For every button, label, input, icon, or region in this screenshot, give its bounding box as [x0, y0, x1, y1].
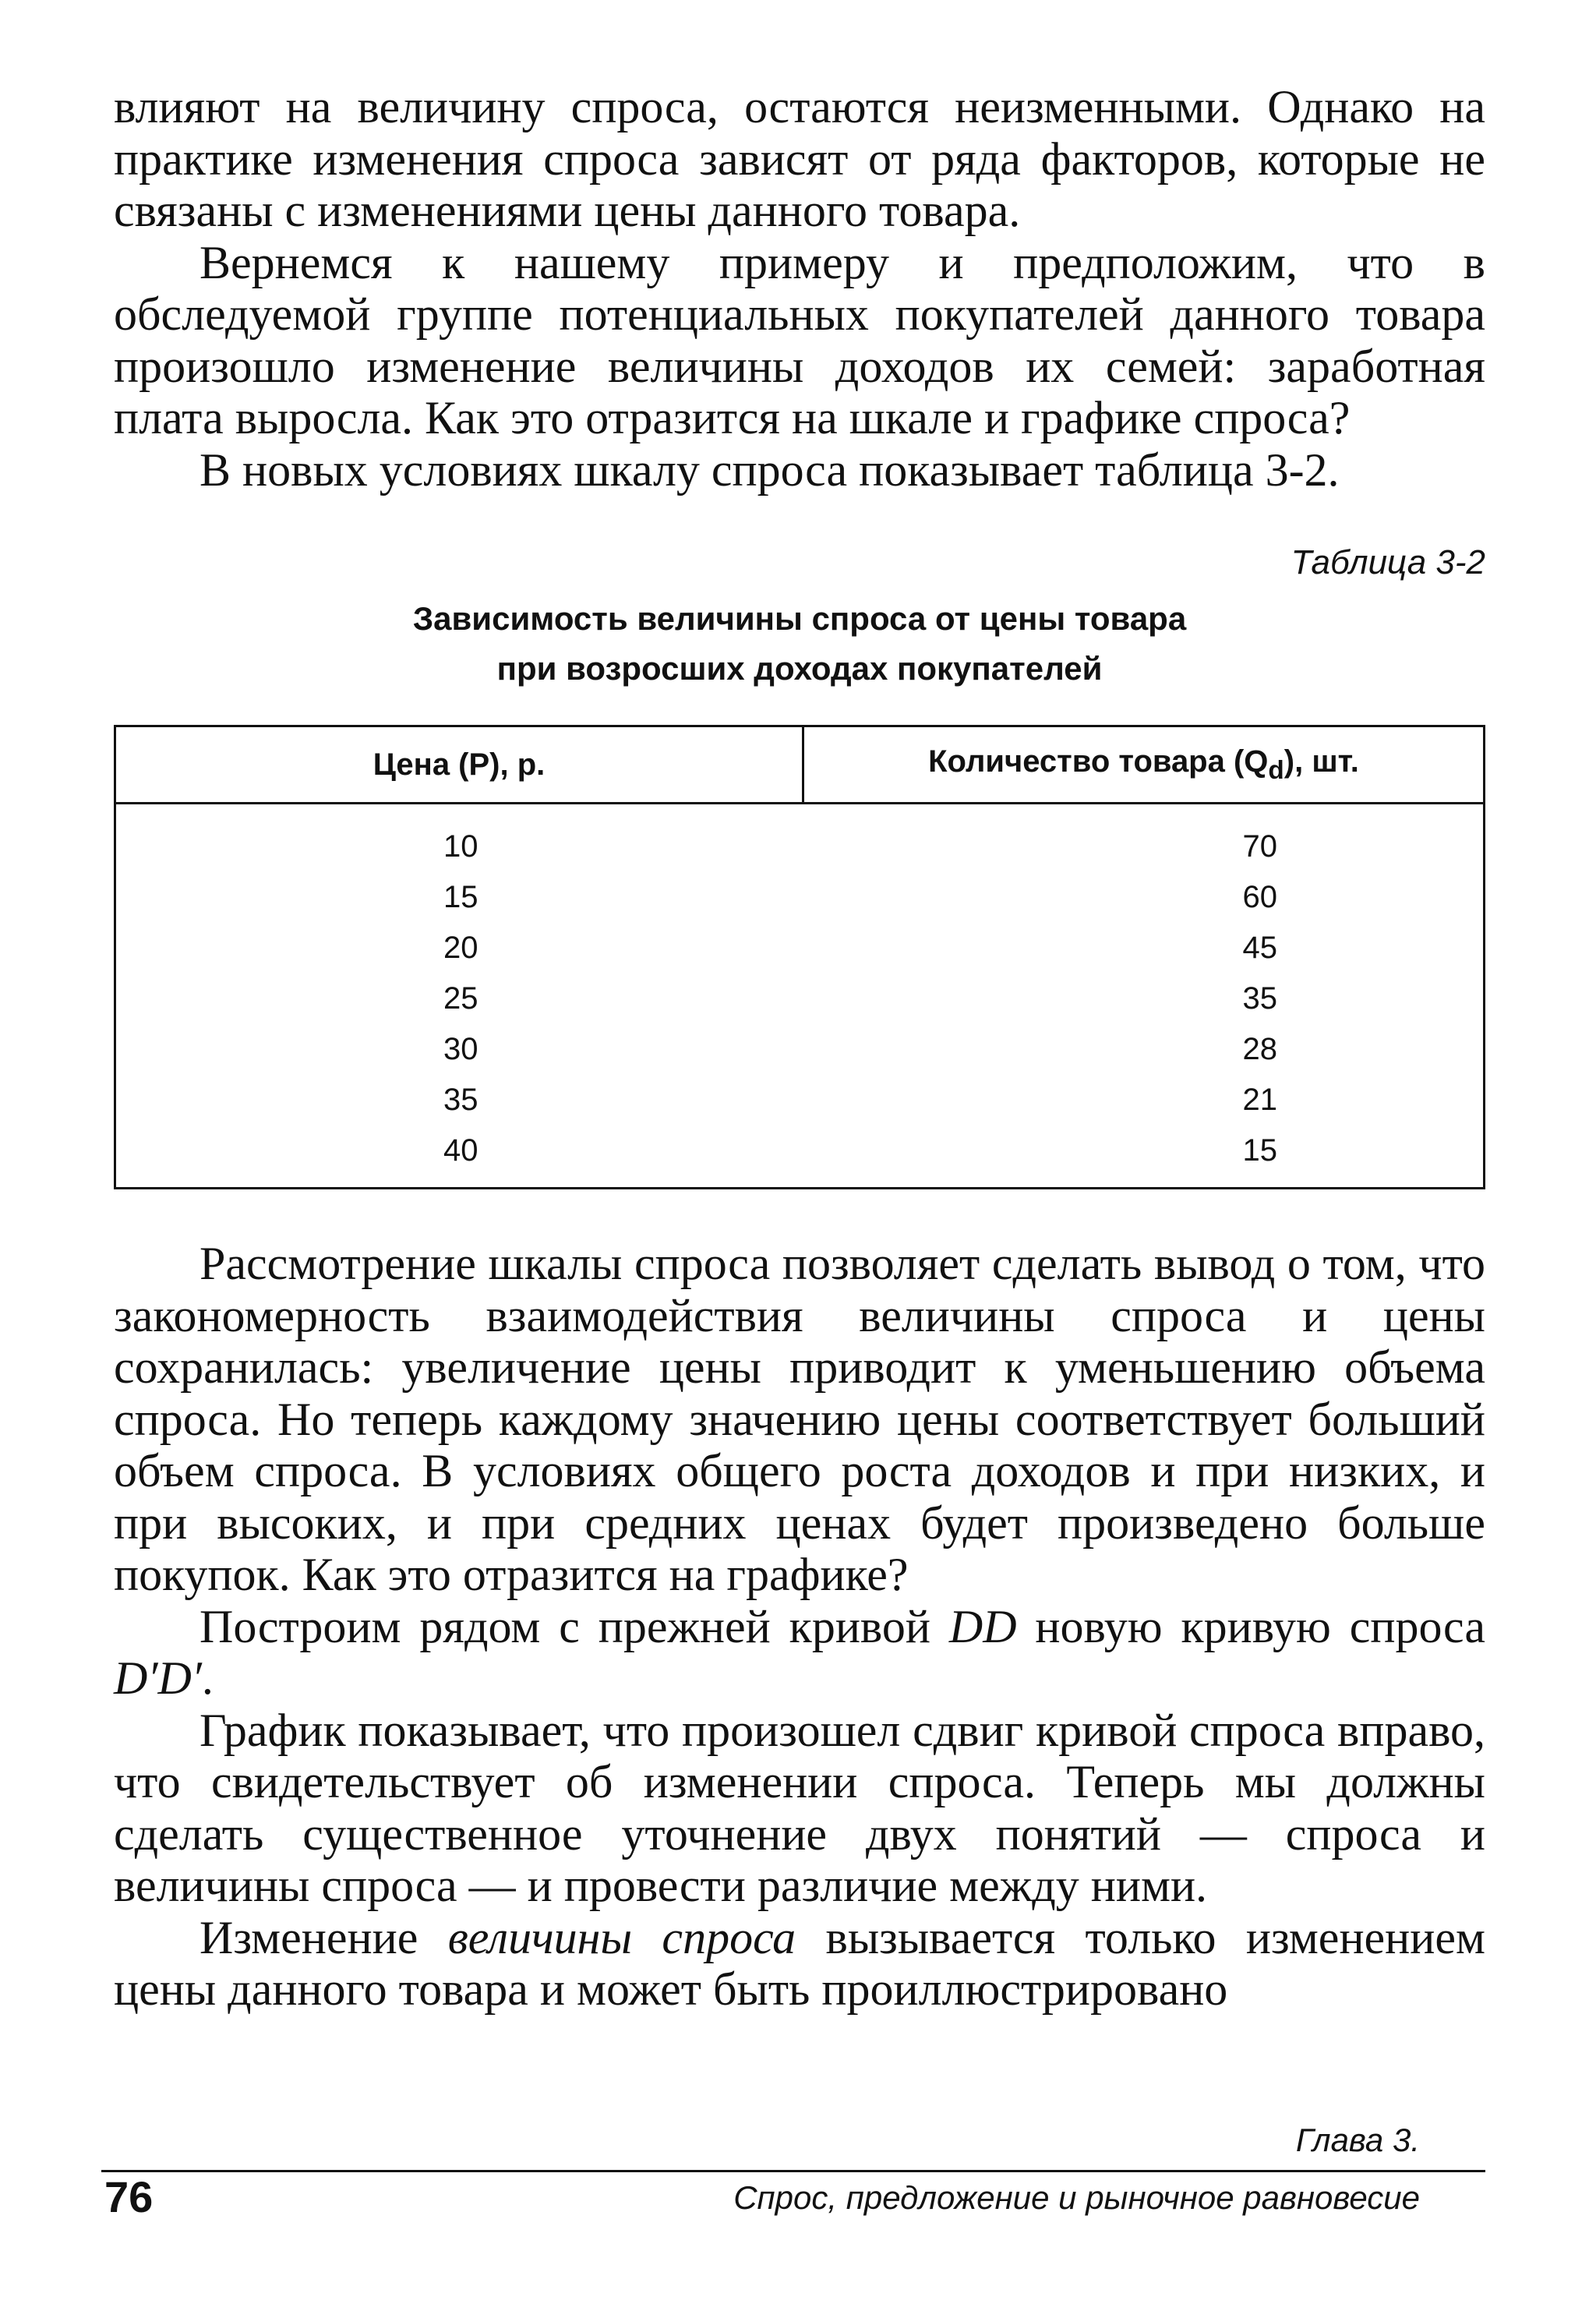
header-quantity — [803, 726, 1485, 804]
footer-rule — [101, 2170, 1485, 2172]
table-row — [115, 872, 1485, 923]
paragraph: Рассмотрение шкалы спроса позволяет сделать вывод о том, что закономерность взаимодействия величины спроса и цены сохранилась: увеличение цены приводит к уменьшению объема спроса. Но теперь каждому значению цены соответствует больший объем спроса. В условиях общего роста доходов и при низких, и при высоких, и при средних ценах будет произведено больше покупок. Как это отразится на графике? — [114, 1238, 1485, 1600]
paragraph-text: новую кривую спроса — [1016, 1600, 1486, 1652]
header-price: Цена (P), р. — [115, 726, 803, 804]
price-cell: 30 — [443, 1032, 478, 1066]
price-cell: 25 — [443, 981, 478, 1016]
table-row — [115, 1024, 1485, 1075]
table-row — [115, 923, 1485, 973]
quantity-cell: 60 — [1242, 880, 1277, 914]
table-title-line: Зависимость величины спроса от цены товара — [412, 600, 1187, 637]
table-row — [115, 973, 1485, 1024]
header-quantity-text: Количество товара (Q — [928, 744, 1269, 779]
paragraph-text: Изменение — [200, 1911, 448, 1963]
page-number: 76 — [104, 2172, 154, 2221]
demand-table — [114, 725, 1485, 1189]
quantity-cell: 21 — [1242, 1083, 1277, 1117]
price-cell: 40 — [443, 1133, 478, 1168]
paragraph-text: . — [201, 1652, 214, 1704]
paragraph-text: Построим рядом с прежней кривой — [200, 1600, 949, 1652]
curve-d-prime: D′D′ — [114, 1652, 202, 1704]
paragraph — [114, 1912, 1485, 2016]
price-cell: 15 — [443, 880, 478, 914]
text-after-table — [114, 1238, 1485, 2016]
quantity-cell: 45 — [1242, 931, 1277, 965]
price-cell: 35 — [443, 1083, 478, 1117]
table-title-line: при возросших доходах покупателей — [496, 650, 1103, 687]
quantity-cell: 35 — [1242, 981, 1277, 1016]
curve-dd: DD — [948, 1600, 1017, 1652]
chapter-label: Глава 3. — [1295, 2122, 1420, 2158]
quantity-cell: 70 — [1242, 829, 1277, 864]
table-header-row — [115, 726, 1485, 804]
table-title — [114, 594, 1485, 694]
price-cell: 10 — [443, 829, 478, 864]
header-quantity-unit: ), шт. — [1284, 744, 1359, 779]
table-row — [115, 1075, 1485, 1125]
paragraph: влияют на величину спроса, остаются неизменными. Однако на практике изменения спроса зависят от ряда факторов, которые не связаны с изменениями цены данного товара. — [114, 81, 1485, 236]
quantity-cell: 28 — [1242, 1032, 1277, 1066]
header-quantity-subscript: d — [1268, 755, 1284, 785]
emphasis: величины спроса — [447, 1911, 796, 1963]
paragraph-text: вызывается только изменением цены данного товара и может быть проиллюстрировано — [114, 1911, 1486, 2015]
paragraph: В новых условиях шкалу спроса показывает таблица 3-2. — [200, 443, 1340, 496]
page-body — [114, 81, 1485, 2016]
paragraph — [114, 1601, 1485, 1705]
table-row — [115, 1125, 1485, 1189]
table-row — [115, 804, 1485, 873]
price-cell: 20 — [443, 931, 478, 965]
chapter-title: Спрос, предложение и рыночное равновесие — [733, 2179, 1420, 2216]
paragraph: График показывает, что произошел сдвиг кривой спроса вправо, что свидетельствует об изменении спроса. Теперь мы должны сделать существенное уточнение двух понятий — спроса и величины спроса — и провести различие между ними. — [114, 1704, 1485, 1911]
quantity-cell: 15 — [1242, 1133, 1277, 1168]
table-label: Таблица 3-2 — [1291, 543, 1485, 581]
paragraph: Вернемся к нашему примеру и предположим, что в обследуемой группе потенциальных покупателей данного товара произошло изменение величины доходов их семей: заработная плата выросла. Как это отразится на шкале и графике спроса? — [114, 236, 1485, 443]
